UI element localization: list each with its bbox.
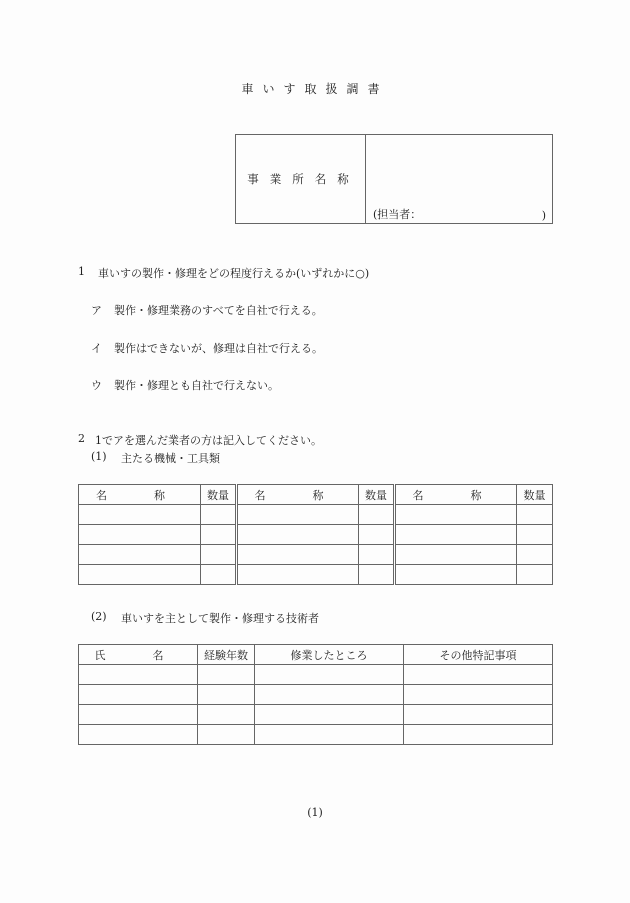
table-row xyxy=(79,525,553,545)
tools-qty-cell[interactable] xyxy=(359,505,395,525)
tools-name-cell[interactable] xyxy=(79,545,201,565)
tools-name-cell[interactable] xyxy=(237,525,359,545)
tools-name-cell[interactable] xyxy=(395,565,517,585)
page-number: (1) xyxy=(307,806,323,819)
tools-name-cell[interactable] xyxy=(237,545,359,565)
tools-qty-cell[interactable] xyxy=(517,545,553,565)
option-i-text: 製作はできないが、修理は自社で行える。 xyxy=(114,342,323,355)
tools-qty-cell[interactable] xyxy=(517,505,553,525)
tools-name-cell[interactable] xyxy=(395,525,517,545)
sub2-number: (2) xyxy=(91,610,107,623)
tools-name-cell[interactable] xyxy=(79,565,201,585)
sub1-title: 主たる機械・工具類 xyxy=(121,452,220,465)
tech-notes-cell[interactable] xyxy=(404,665,553,685)
tools-header-name-1: 名 称 xyxy=(79,485,201,505)
table-row xyxy=(79,565,553,585)
section1-question: 車いすの製作・修理をどの程度行えるか(いずれかに○) xyxy=(98,267,370,280)
contact-person-label: (担当者： xyxy=(373,208,422,221)
tools-header-qty-1: 数量 xyxy=(201,485,237,505)
tech-notes-cell[interactable] xyxy=(404,685,553,705)
option-u-text: 製作・修理とも自社で行えない。 xyxy=(114,379,279,392)
tools-qty-cell[interactable] xyxy=(201,505,237,525)
tools-qty-cell[interactable] xyxy=(517,525,553,545)
tech-training-cell[interactable] xyxy=(255,705,404,725)
document-title: 車いす取扱調書 xyxy=(241,82,389,96)
tech-years-cell[interactable] xyxy=(198,725,255,745)
tools-header-qty-2: 数量 xyxy=(359,485,395,505)
section2-instruction: 1でアを選んだ業者の方は記入してください。 xyxy=(95,434,322,447)
tech-years-cell[interactable] xyxy=(198,685,255,705)
tech-header-name: 氏 名 xyxy=(79,645,198,665)
technicians-table-header xyxy=(79,645,553,665)
tools-name-cell[interactable] xyxy=(237,505,359,525)
tech-training-cell[interactable] xyxy=(255,665,404,685)
section2-number: 2 xyxy=(78,432,85,445)
tools-qty-cell[interactable] xyxy=(359,545,395,565)
tech-training-cell[interactable] xyxy=(255,685,404,705)
tech-header-training: 修業したところ xyxy=(255,645,404,665)
option-u-key[interactable]: ウ xyxy=(91,379,102,392)
sub2-title: 車いすを主として製作・修理する技術者 xyxy=(121,612,319,625)
tools-qty-cell[interactable] xyxy=(359,525,395,545)
tools-qty-cell[interactable] xyxy=(201,565,237,585)
option-a-key[interactable]: ア xyxy=(91,304,102,317)
table-row xyxy=(79,725,553,745)
section1-number: 1 xyxy=(78,265,85,278)
office-name-label: 事業所名称 xyxy=(236,135,366,223)
table-row xyxy=(79,505,553,525)
tech-name-cell[interactable] xyxy=(79,685,198,705)
tools-name-cell[interactable] xyxy=(237,565,359,585)
table-row xyxy=(79,705,553,725)
tools-name-cell[interactable] xyxy=(79,525,201,545)
tools-header-name-3: 名 称 xyxy=(395,485,517,505)
tech-name-cell[interactable] xyxy=(79,665,198,685)
tools-qty-cell[interactable] xyxy=(359,565,395,585)
tech-years-cell[interactable] xyxy=(198,665,255,685)
table-row xyxy=(79,545,553,565)
office-name-box xyxy=(235,134,553,224)
tools-qty-cell[interactable] xyxy=(201,545,237,565)
sub1-number: (1) xyxy=(91,450,107,463)
tech-years-cell[interactable] xyxy=(198,705,255,725)
tech-training-cell[interactable] xyxy=(255,725,404,745)
tools-qty-cell[interactable] xyxy=(201,525,237,545)
tools-table-header xyxy=(79,485,553,505)
tools-name-cell[interactable] xyxy=(395,545,517,565)
option-a-text: 製作・修理業務のすべてを自社で行える。 xyxy=(114,304,323,317)
table-row xyxy=(79,665,553,685)
tech-notes-cell[interactable] xyxy=(404,705,553,725)
contact-person-close: ) xyxy=(541,209,546,222)
option-i-key[interactable]: イ xyxy=(91,342,102,355)
tools-name-cell[interactable] xyxy=(395,505,517,525)
tech-header-years: 経験年数 xyxy=(198,645,255,665)
tech-header-notes: その他特記事項 xyxy=(404,645,553,665)
tech-name-cell[interactable] xyxy=(79,725,198,745)
tech-notes-cell[interactable] xyxy=(404,725,553,745)
tools-qty-cell[interactable] xyxy=(517,565,553,585)
tools-header-name-2: 名 称 xyxy=(237,485,359,505)
technicians-table xyxy=(78,644,553,745)
tech-name-cell[interactable] xyxy=(79,705,198,725)
office-name-field[interactable] xyxy=(367,135,552,223)
tools-table xyxy=(78,484,553,585)
tools-header-qty-3: 数量 xyxy=(517,485,553,505)
table-row xyxy=(79,685,553,705)
tools-name-cell[interactable] xyxy=(79,505,201,525)
